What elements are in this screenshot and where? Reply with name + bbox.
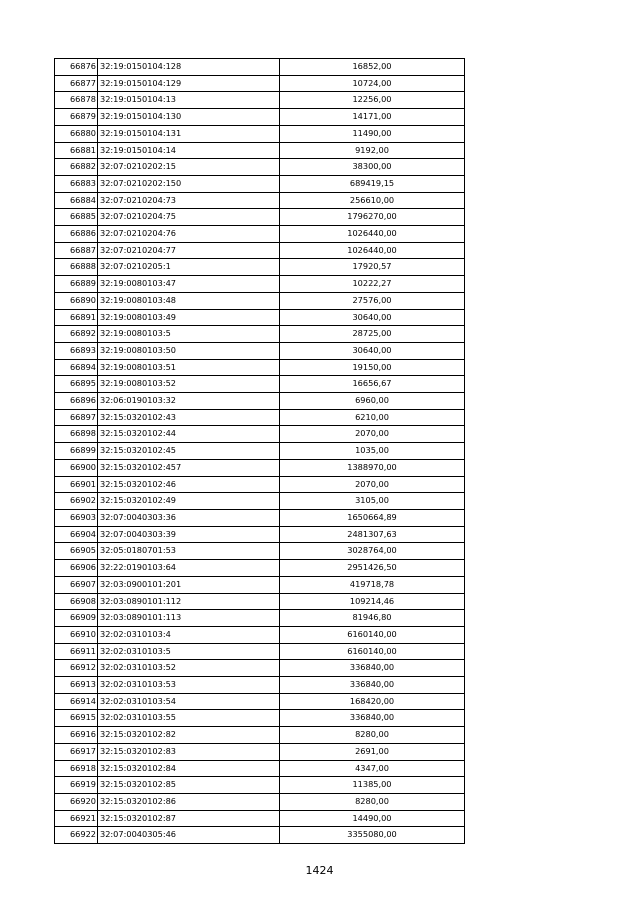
cadastral-number-cell: 32:15:0320102:85 [98, 777, 280, 794]
value-cell: 3355080,00 [280, 827, 465, 844]
cadastral-number-cell: 32:05:0180701:53 [98, 543, 280, 560]
row-number-cell: 66902 [55, 493, 98, 510]
table-row [55, 226, 465, 243]
row-number-cell: 66886 [55, 226, 98, 243]
table-row [55, 476, 465, 493]
cadastral-number-cell: 32:07:0210204:76 [98, 226, 280, 243]
cadastral-number-cell: 32:03:0890101:112 [98, 593, 280, 610]
cadastral-number-cell: 32:07:0210204:75 [98, 209, 280, 226]
cadastral-number-cell: 32:07:0210202:150 [98, 175, 280, 192]
row-number-cell: 66887 [55, 242, 98, 259]
cadastral-number-cell: 32:07:0040303:36 [98, 509, 280, 526]
table-row [55, 59, 465, 76]
table-row [55, 626, 465, 643]
cadastral-number-cell: 32:02:0310103:5 [98, 643, 280, 660]
value-cell: 8280,00 [280, 793, 465, 810]
cadastral-number-cell: 32:07:0210204:73 [98, 192, 280, 209]
value-cell: 689419,15 [280, 175, 465, 192]
table-row [55, 426, 465, 443]
table-row [55, 760, 465, 777]
row-number-cell: 66897 [55, 409, 98, 426]
value-cell: 9192,00 [280, 142, 465, 159]
row-number-cell: 66880 [55, 125, 98, 142]
cadastral-number-cell: 32:15:0320102:43 [98, 409, 280, 426]
table-row [55, 159, 465, 176]
value-cell: 4347,00 [280, 760, 465, 777]
cadastral-number-cell: 32:15:0320102:84 [98, 760, 280, 777]
value-cell: 81946,80 [280, 610, 465, 627]
table-row [55, 309, 465, 326]
table-row [55, 175, 465, 192]
table-row [55, 109, 465, 126]
row-number-cell: 66903 [55, 509, 98, 526]
row-number-cell: 66877 [55, 75, 98, 92]
table-row [55, 459, 465, 476]
table-row [55, 693, 465, 710]
value-cell: 30640,00 [280, 309, 465, 326]
row-number-cell: 66892 [55, 326, 98, 343]
row-number-cell: 66893 [55, 342, 98, 359]
table-row [55, 610, 465, 627]
table-row [55, 242, 465, 259]
value-cell: 27576,00 [280, 292, 465, 309]
table-row [55, 560, 465, 577]
page-number: 1424 [305, 864, 334, 877]
row-number-cell: 66884 [55, 192, 98, 209]
value-cell: 3105,00 [280, 493, 465, 510]
table-row [55, 593, 465, 610]
cadastral-number-cell: 32:19:0080103:50 [98, 342, 280, 359]
row-number-cell: 66878 [55, 92, 98, 109]
row-number-cell: 66909 [55, 610, 98, 627]
value-cell: 2070,00 [280, 476, 465, 493]
value-cell: 1796270,00 [280, 209, 465, 226]
row-number-cell: 66915 [55, 710, 98, 727]
cadastral-number-cell: 32:15:0320102:45 [98, 443, 280, 460]
cadastral-number-cell: 32:15:0320102:82 [98, 727, 280, 744]
cadastral-number-cell: 32:15:0320102:83 [98, 743, 280, 760]
table-row [55, 326, 465, 343]
table-row [55, 827, 465, 844]
table-row [55, 409, 465, 426]
table-row [55, 526, 465, 543]
row-number-cell: 66910 [55, 626, 98, 643]
row-number-cell: 66894 [55, 359, 98, 376]
value-cell: 10222,27 [280, 276, 465, 293]
table-row [55, 810, 465, 827]
value-cell: 19150,00 [280, 359, 465, 376]
cadastral-number-cell: 32:15:0320102:49 [98, 493, 280, 510]
value-cell: 2691,00 [280, 743, 465, 760]
value-cell: 109214,46 [280, 593, 465, 610]
row-number-cell: 66916 [55, 727, 98, 744]
cadastral-number-cell: 32:19:0150104:13 [98, 92, 280, 109]
table-row [55, 793, 465, 810]
value-cell: 8280,00 [280, 727, 465, 744]
row-number-cell: 66900 [55, 459, 98, 476]
row-number-cell: 66890 [55, 292, 98, 309]
cadastral-number-cell: 32:07:0210204:77 [98, 242, 280, 259]
table-row [55, 643, 465, 660]
cadastral-number-cell: 32:15:0320102:87 [98, 810, 280, 827]
row-number-cell: 66899 [55, 443, 98, 460]
table-row [55, 509, 465, 526]
value-cell: 28725,00 [280, 326, 465, 343]
cadastral-number-cell: 32:07:0210202:15 [98, 159, 280, 176]
value-cell: 3028764,00 [280, 543, 465, 560]
value-cell: 30640,00 [280, 342, 465, 359]
table-row [55, 777, 465, 794]
value-cell: 256610,00 [280, 192, 465, 209]
table-row [55, 660, 465, 677]
table-row [55, 276, 465, 293]
cadastral-number-cell: 32:02:0310103:53 [98, 677, 280, 694]
row-number-cell: 66914 [55, 693, 98, 710]
value-cell: 16656,67 [280, 376, 465, 393]
table-row [55, 359, 465, 376]
row-number-cell: 66891 [55, 309, 98, 326]
cadastral-number-cell: 32:19:0150104:14 [98, 142, 280, 159]
value-cell: 6960,00 [280, 393, 465, 410]
row-number-cell: 66888 [55, 259, 98, 276]
value-cell: 2481307,63 [280, 526, 465, 543]
table-row [55, 342, 465, 359]
row-number-cell: 66917 [55, 743, 98, 760]
table-row [55, 292, 465, 309]
value-cell: 1650664,89 [280, 509, 465, 526]
value-cell: 14490,00 [280, 810, 465, 827]
row-number-cell: 66921 [55, 810, 98, 827]
cadastral-number-cell: 32:19:0150104:128 [98, 59, 280, 76]
table-row [55, 376, 465, 393]
table-row [55, 92, 465, 109]
cadastral-number-cell: 32:03:0890101:113 [98, 610, 280, 627]
row-number-cell: 66905 [55, 543, 98, 560]
table-row [55, 576, 465, 593]
cadastral-number-cell: 32:19:0080103:49 [98, 309, 280, 326]
cadastral-number-cell: 32:02:0310103:52 [98, 660, 280, 677]
value-cell: 14171,00 [280, 109, 465, 126]
cadastral-number-cell: 32:15:0320102:457 [98, 459, 280, 476]
value-cell: 1035,00 [280, 443, 465, 460]
cadastral-number-cell: 32:19:0080103:51 [98, 359, 280, 376]
table-row [55, 743, 465, 760]
cadastral-number-cell: 32:22:0190103:64 [98, 560, 280, 577]
value-cell: 6160140,00 [280, 626, 465, 643]
row-number-cell: 66895 [55, 376, 98, 393]
row-number-cell: 66879 [55, 109, 98, 126]
row-number-cell: 66918 [55, 760, 98, 777]
cadastral-number-cell: 32:19:0080103:47 [98, 276, 280, 293]
row-number-cell: 66876 [55, 59, 98, 76]
cadastral-number-cell: 32:15:0320102:44 [98, 426, 280, 443]
value-cell: 11385,00 [280, 777, 465, 794]
cadastral-number-cell: 32:19:0150104:130 [98, 109, 280, 126]
row-number-cell: 66896 [55, 393, 98, 410]
value-cell: 168420,00 [280, 693, 465, 710]
row-number-cell: 66920 [55, 793, 98, 810]
value-cell: 2951426,50 [280, 560, 465, 577]
row-number-cell: 66906 [55, 560, 98, 577]
row-number-cell: 66883 [55, 175, 98, 192]
value-cell: 11490,00 [280, 125, 465, 142]
table-row [55, 727, 465, 744]
row-number-cell: 66907 [55, 576, 98, 593]
row-number-cell: 66901 [55, 476, 98, 493]
value-cell: 419718,78 [280, 576, 465, 593]
row-number-cell: 66912 [55, 660, 98, 677]
row-number-cell: 66908 [55, 593, 98, 610]
value-cell: 12256,00 [280, 92, 465, 109]
value-cell: 1388970,00 [280, 459, 465, 476]
value-cell: 1026440,00 [280, 242, 465, 259]
value-cell: 6160140,00 [280, 643, 465, 660]
table-row [55, 75, 465, 92]
row-number-cell: 66922 [55, 827, 98, 844]
cadastral-number-cell: 32:19:0150104:129 [98, 75, 280, 92]
cadastral-number-cell: 32:02:0310103:55 [98, 710, 280, 727]
table-row [55, 393, 465, 410]
table-row [55, 493, 465, 510]
value-cell: 16852,00 [280, 59, 465, 76]
table-row [55, 209, 465, 226]
table-row [55, 710, 465, 727]
value-cell: 17920,57 [280, 259, 465, 276]
cadastral-number-cell: 32:15:0320102:86 [98, 793, 280, 810]
value-cell: 1026440,00 [280, 226, 465, 243]
row-number-cell: 66911 [55, 643, 98, 660]
row-number-cell: 66885 [55, 209, 98, 226]
cadastral-number-cell: 32:02:0310103:4 [98, 626, 280, 643]
cadastral-number-cell: 32:19:0080103:48 [98, 292, 280, 309]
row-number-cell: 66904 [55, 526, 98, 543]
cadastral-number-cell: 32:07:0210205:1 [98, 259, 280, 276]
row-number-cell: 66889 [55, 276, 98, 293]
cadastral-number-cell: 32:07:0040303:39 [98, 526, 280, 543]
table-row [55, 125, 465, 142]
value-cell: 336840,00 [280, 710, 465, 727]
table-row [55, 443, 465, 460]
cadastral-number-cell: 32:06:0190103:32 [98, 393, 280, 410]
cadastral-number-cell: 32:03:0900101:201 [98, 576, 280, 593]
table-row [55, 543, 465, 560]
value-cell: 38300,00 [280, 159, 465, 176]
row-number-cell: 66913 [55, 677, 98, 694]
table-row [55, 192, 465, 209]
value-cell: 10724,00 [280, 75, 465, 92]
value-cell: 2070,00 [280, 426, 465, 443]
cadastral-number-cell: 32:15:0320102:46 [98, 476, 280, 493]
row-number-cell: 66882 [55, 159, 98, 176]
row-number-cell: 66919 [55, 777, 98, 794]
cadastral-value-table [54, 58, 465, 844]
table-body [55, 59, 465, 844]
cadastral-number-cell: 32:02:0310103:54 [98, 693, 280, 710]
value-cell: 336840,00 [280, 660, 465, 677]
table-row [55, 677, 465, 694]
row-number-cell: 66898 [55, 426, 98, 443]
cadastral-number-cell: 32:19:0080103:5 [98, 326, 280, 343]
cadastral-number-cell: 32:07:0040305:46 [98, 827, 280, 844]
row-number-cell: 66881 [55, 142, 98, 159]
table-row [55, 142, 465, 159]
value-cell: 6210,00 [280, 409, 465, 426]
cadastral-number-cell: 32:19:0150104:131 [98, 125, 280, 142]
cadastral-number-cell: 32:19:0080103:52 [98, 376, 280, 393]
table-row [55, 259, 465, 276]
value-cell: 336840,00 [280, 677, 465, 694]
